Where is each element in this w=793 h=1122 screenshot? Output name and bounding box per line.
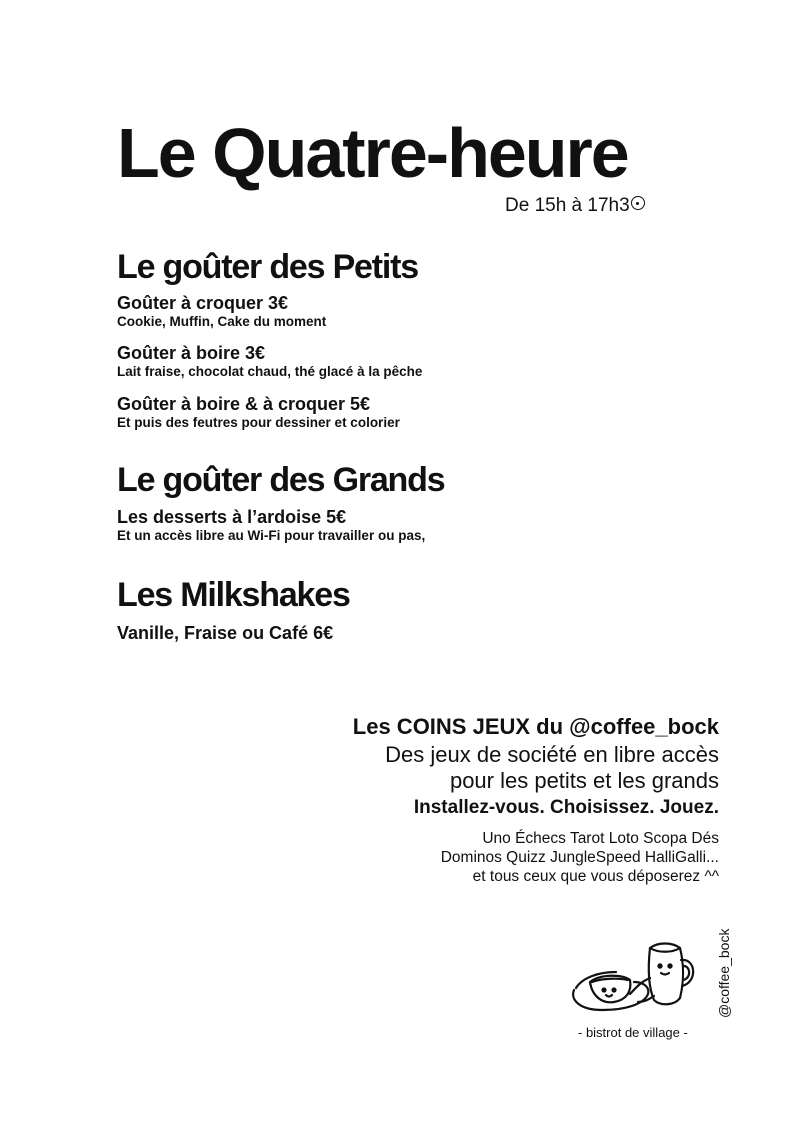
games-call-to-action: Installez-vous. Choisissez. Jouez. xyxy=(413,797,719,818)
section-heading-petits: Le goûter des Petits xyxy=(117,248,418,286)
opening-hours xyxy=(505,195,645,217)
item-desc: Cookie, Muffin, Cake du moment xyxy=(117,314,327,329)
item-name: Goûter à boire & à croquer 5€ xyxy=(117,394,371,414)
clock-icon xyxy=(631,196,645,210)
social-handle-text: @coffee_bock xyxy=(716,928,732,1018)
item-desc: Et puis des feutres pour dessiner et colorier xyxy=(117,415,400,430)
games-title: Les COINS JEUX du @coffee_bock xyxy=(352,714,719,739)
opening-hours-text: De 15h à 17h3 xyxy=(505,195,630,216)
games-line-2: pour les petits et les grands xyxy=(449,768,719,793)
page-title: Le Quatre-heure xyxy=(117,114,628,192)
section-heading-milkshakes: Les Milkshakes xyxy=(117,576,350,614)
item-desc: Lait fraise, chocolat chaud, thé glacé à la pêche xyxy=(117,364,423,379)
games-list-1: Uno Échecs Tarot Loto Scopa Dés xyxy=(482,830,719,847)
tagline: - bistrot de village - xyxy=(578,1025,688,1040)
item-name: Vanille, Fraise ou Café 6€ xyxy=(117,623,334,643)
item-desc: Et un accès libre au Wi-Fi pour travailler ou pas, xyxy=(117,528,426,543)
item-name: Les desserts à l’ardoise 5€ xyxy=(117,507,347,527)
item-name: Goûter à croquer 3€ xyxy=(117,293,289,313)
social-handle xyxy=(704,920,744,1020)
games-line-1: Des jeux de société en libre accès xyxy=(385,742,719,767)
games-list-2: Dominos Quizz JungleSpeed HalliGalli... xyxy=(440,849,719,866)
item-name: Goûter à boire 3€ xyxy=(117,343,266,363)
games-list-3: et tous ceux que vous déposerez ^^ xyxy=(472,868,719,885)
section-heading-grands: Le goûter des Grands xyxy=(117,461,445,499)
coffee-cups-logo-icon xyxy=(568,938,703,1020)
